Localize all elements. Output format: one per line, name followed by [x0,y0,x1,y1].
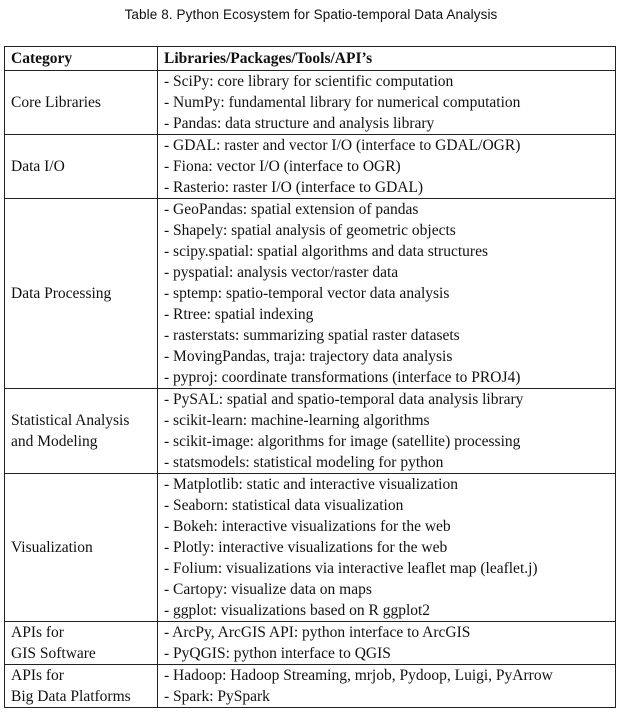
category-cell [5,71,158,135]
library-item: - sptemp: spatio-temporal vector data analysis [164,285,450,302]
library-item: - scikit-image: algorithms for image (satellite) processing [164,433,521,450]
library-item: - GDAL: raster and vector I/O (interface to GDAL/OGR) [164,137,521,154]
table-caption: Table 8. Python Ecosystem for Spatio-temporal Data Analysis [124,7,498,22]
table-row [5,199,616,389]
library-item: - Fiona: vector I/O (interface to OGR) [164,158,401,175]
category-cell [5,474,158,622]
category-cell [5,135,158,199]
header-libraries: Libraries/Packages/Tools/API’s [158,47,616,71]
libraries-cell [158,474,616,622]
library-item: - PyQGIS: python interface to QGIS [164,645,391,662]
library-item: - Rtree: spatial indexing [164,306,314,323]
library-item: - Shapely: spatial analysis of geometric objects [164,222,456,239]
table-header-row [5,47,616,71]
table-row [5,71,616,135]
libraries-cell [158,389,616,474]
libraries-cell [158,71,616,135]
library-item: - Matplotlib: static and interactive visualization [164,476,458,493]
libraries-cell [158,622,616,665]
library-item: - SciPy: core library for scientific computation [164,73,454,90]
category-label: and Modeling [11,433,98,450]
library-item: - Plotly: interactive visualizations for the web [164,539,448,556]
library-item: - ggplot: visualizations based on R ggplot2 [164,602,431,619]
library-item: - Pandas: data structure and analysis library [164,115,435,132]
category-label: GIS Software [11,645,96,662]
table-row [5,665,616,708]
category-label: Statistical Analysis [11,412,130,429]
library-item: - PySAL: spatial and spatio-temporal data analysis library [164,391,524,408]
table-body [5,71,616,708]
category-cell [5,622,158,665]
header-category: Category [5,47,158,71]
category-cell [5,665,158,708]
category-label: Data I/O [11,158,65,175]
library-item: - rasterstats: summarizing spatial raster datasets [164,327,460,344]
library-item: - Seaborn: statistical data visualization [164,497,404,514]
category-cell [5,389,158,474]
library-item: - Spark: PySpark [164,688,270,705]
category-label: Visualization [11,539,93,556]
library-item: - statsmodels: statistical modeling for python [164,454,444,471]
library-item: - scikit-learn: machine-learning algorithms [164,412,430,429]
category-label: APIs for [11,624,64,641]
library-item: - scipy.spatial: spatial algorithms and data structures [164,243,488,260]
category-label: APIs for [11,667,64,684]
table-row [5,622,616,665]
libraries-cell [158,135,616,199]
table-row [5,474,616,622]
library-item: - Bokeh: interactive visualizations for the web [164,518,451,535]
table-row [5,135,616,199]
library-item: - GeoPandas: spatial extension of pandas [164,201,419,218]
library-item: - pyspatial: analysis vector/raster data [164,264,399,281]
category-label: Data Processing [11,285,112,302]
library-item: - Rasterio: raster I/O (interface to GDAL) [164,179,424,196]
library-item: - MovingPandas, traja: trajectory data analysis [164,348,453,365]
library-item: - Cartopy: visualize data on maps [164,581,372,598]
libraries-cell [158,199,616,389]
category-label: Big Data Platforms [11,688,131,705]
table-row [5,389,616,474]
libraries-cell [158,665,616,708]
category-cell [5,199,158,389]
library-item: - Hadoop: Hadoop Streaming, mrjob, Pydoop, Luigi, PyArrow [164,667,553,684]
python-ecosystem-table [4,46,616,708]
library-item: - Folium: visualizations via interactive leaflet map (leaflet.j) [164,560,538,577]
category-label: Core Libraries [11,94,101,111]
library-item: - ArcPy, ArcGIS API: python interface to ArcGIS [164,624,471,641]
library-item: - pyproj: coordinate transformations (interface to PROJ4) [164,369,521,386]
library-item: - NumPy: fundamental library for numerical computation [164,94,521,111]
